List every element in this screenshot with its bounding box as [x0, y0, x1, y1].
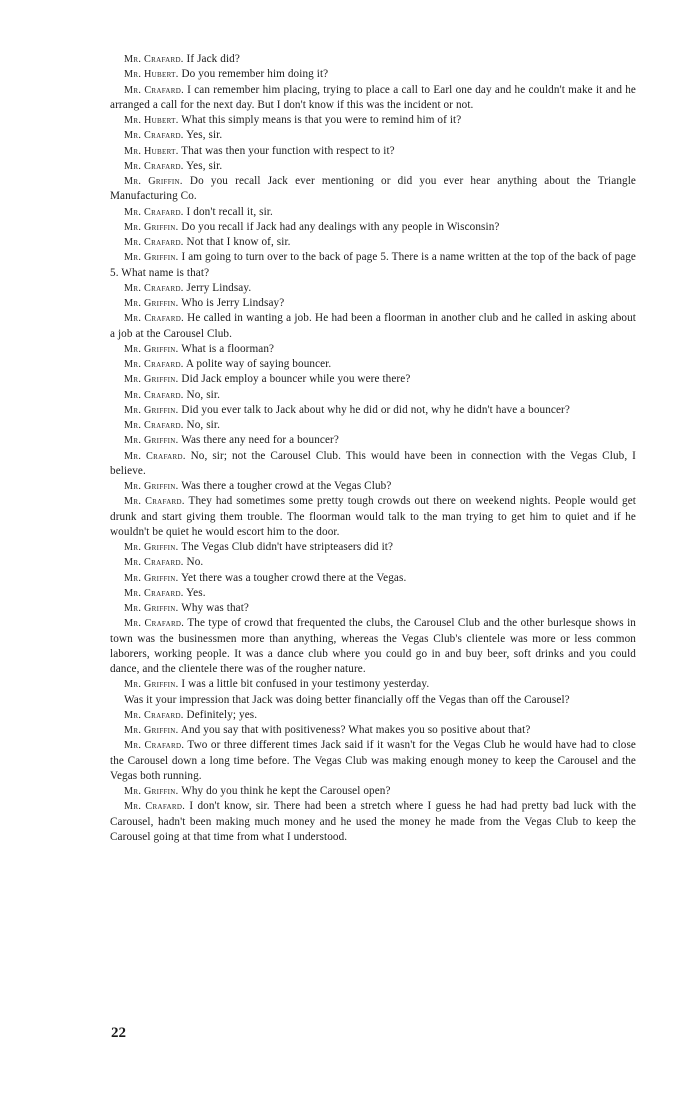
transcript-paragraph: [110, 174, 636, 205]
speech-text: Two or three different times Jack said if it wasn't for the Vegas Club he would have had to close the Carousel down a long time before. The Vegas Club was making enough money to keep the Carousel and the Vegas both running.: [110, 739, 636, 782]
speaker-name: Mr. Crafard.: [124, 282, 184, 294]
transcript-paragraph: [110, 342, 636, 357]
speech-text: No, sir.: [186, 419, 220, 431]
transcript-paragraph: [110, 601, 636, 616]
transcript-paragraph: [110, 159, 636, 174]
speaker-name: Mr. Crafard.: [124, 740, 185, 752]
transcript-paragraph: [110, 418, 636, 433]
transcript-paragraph: [110, 144, 636, 159]
speech-text: That was then your function with respect to it?: [181, 144, 395, 157]
speech-text: The Vegas Club didn't have stripteasers did it?: [181, 541, 394, 553]
transcript-paragraph: [110, 220, 636, 235]
speaker-name: Mr. Crafard.: [124, 237, 184, 248]
transcript-paragraph: [110, 479, 636, 494]
transcript-paragraph: [110, 784, 636, 799]
speech-text: Do you remember him doing it?: [181, 68, 329, 81]
speaker-name: Mr. Crafard.: [124, 84, 184, 96]
transcript-paragraph: [110, 52, 636, 67]
speech-text: Definitely; yes.: [186, 708, 258, 721]
transcript-paragraph: [110, 83, 636, 114]
speech-text: I was a little bit confused in your testimony yesterday.: [181, 678, 430, 691]
transcript-paragraph: [110, 494, 636, 540]
speech-text: I can remember him placing, trying to place a call to Earl one day and he couldn't make it and he arranged a call for the next day. But I don't know if this was the incident or not.: [110, 83, 636, 111]
speech-text: Why was that?: [181, 602, 249, 614]
speaker-name: Mr. Griffin.: [124, 221, 179, 233]
speech-text: Not that I know of, sir.: [186, 236, 291, 248]
speech-text: No.: [186, 556, 204, 569]
speech-text: Yes, sir.: [186, 129, 223, 142]
speaker-name: Mr. Crafard.: [124, 420, 184, 431]
speech-text: I am going to turn over to the back of page 5. There is a name written at the top of the back of page 5. What name is that?: [110, 251, 636, 279]
speaker-name: Mr. Crafard.: [124, 450, 186, 462]
transcript-paragraph: [110, 128, 636, 143]
transcript-paragraph: [110, 616, 636, 677]
speaker-name: Mr. Griffin.: [124, 404, 179, 416]
speech-text: What this simply means is that you were to remind him of it?: [181, 114, 462, 126]
transcript-paragraph: [110, 799, 636, 845]
transcript-paragraph: [110, 433, 636, 448]
speech-text: Did you ever talk to Jack about why he did or did not, why he didn't have a bouncer?: [181, 403, 570, 416]
speech-text: A polite way of saying bouncer.: [185, 358, 332, 370]
speaker-name: Mr. Crafard.: [124, 130, 184, 142]
speech-text: Yes.: [186, 586, 206, 599]
transcript-paragraph: [110, 113, 636, 128]
speaker-name: Mr. Crafard.: [124, 206, 184, 218]
speech-text: He called in wanting a job. He had been a floorman in another club and he called in asking about a job at the Carousel Club.: [110, 312, 637, 340]
transcript-paragraph: [110, 250, 636, 281]
transcript-paragraph: [110, 296, 636, 311]
speaker-name: Mr. Griffin.: [124, 542, 179, 553]
speech-text: What is a floorman?: [181, 342, 275, 355]
speech-text: Do you recall Jack ever mentioning or did you ever hear anything about the Triangle Manufacturing Co.: [110, 175, 636, 203]
transcript-paragraph: [110, 708, 636, 723]
speech-text: And you say that with positiveness? What makes you so positive about that?: [180, 724, 531, 736]
speaker-name: Mr. Griffin.: [124, 176, 183, 187]
speech-text: Do you recall if Jack had any dealings with any people in Wisconsin?: [181, 220, 500, 233]
transcript-paragraph: [110, 571, 636, 586]
speaker-name: Mr. Crafard.: [124, 54, 184, 65]
transcript-body: [110, 52, 636, 845]
speaker-name: Mr. Griffin.: [124, 374, 179, 386]
speaker-name: Mr. Griffin.: [124, 343, 179, 355]
speaker-name: Mr. Crafard.: [124, 496, 185, 508]
speaker-name: Mr. Griffin.: [124, 481, 179, 492]
page-number: 22: [111, 1025, 126, 1041]
transcript-paragraph: [110, 281, 636, 296]
speech-text: Yes, sir.: [186, 159, 223, 172]
speech-text: Yet there was a tougher crowd there at the Vegas.: [180, 571, 407, 584]
speaker-name: Mr. Crafard.: [124, 389, 184, 401]
speech-text: Was there any need for a bouncer?: [181, 434, 339, 447]
transcript-paragraph: [110, 738, 636, 784]
transcript-paragraph: [110, 403, 636, 418]
speaker-name: Mr. Griffin.: [124, 679, 179, 691]
speech-text: No, sir; not the Carousel Club. This would have been in connection with the Vegas Club, I believe.: [110, 449, 636, 477]
speech-text: Did Jack employ a bouncer while you were there?: [181, 373, 411, 386]
speech-text: Why do you think he kept the Carousel open?: [181, 785, 391, 797]
speaker-name: Mr. Hubert.: [124, 115, 179, 126]
speech-text: I don't recall it, sir.: [186, 205, 273, 218]
speaker-name: Mr. Crafard.: [124, 313, 184, 325]
speech-text: No, sir.: [186, 388, 220, 401]
speech-text: Who is Jerry Lindsay?: [181, 297, 285, 309]
transcript-paragraph: [110, 555, 636, 570]
transcript-paragraph: [110, 67, 636, 82]
transcript-paragraph: [110, 357, 636, 372]
transcript-paragraph: [110, 449, 636, 480]
speaker-name: Mr. Crafard.: [124, 587, 184, 599]
speech-text: If Jack did?: [186, 53, 240, 65]
speaker-name: Mr. Griffin.: [124, 786, 179, 797]
speech-text: Was it your impression that Jack was doing better financially off the Vegas than off the Carousel?: [124, 693, 570, 706]
transcript-paragraph: [110, 205, 636, 220]
speaker-name: Mr. Griffin.: [124, 252, 179, 264]
speaker-name: Mr. Crafard.: [124, 709, 184, 721]
speech-text: The type of crowd that frequented the clubs, the Carousel Club and the other burlesque shows in town was the businessmen more than anything, whereas the Vegas Club's clientele was more or less common laborers, working people. It was a dance club where you could go in and buy beer, soft drinks and you could dance, and the clientele there was of the rougher nature.: [110, 617, 637, 675]
speaker-name: Mr. Griffin.: [124, 298, 179, 309]
speaker-name: Mr. Griffin.: [124, 435, 179, 447]
speaker-name: Mr. Crafard.: [124, 359, 184, 370]
speaker-name: Mr. Hubert.: [124, 145, 179, 157]
transcript-paragraph: [110, 372, 636, 387]
speaker-name: Mr. Crafard.: [124, 801, 186, 813]
speaker-name: Mr. Griffin.: [124, 572, 179, 584]
transcript-paragraph: [110, 311, 636, 342]
transcript-paragraph: [110, 235, 636, 250]
transcript-paragraph: [110, 388, 636, 403]
speaker-name: Mr. Crafard.: [124, 618, 185, 630]
speaker-name: Mr. Griffin.: [124, 603, 179, 614]
speech-text: Was there a tougher crowd at the Vegas Club?: [181, 480, 392, 492]
speaker-name: Mr. Hubert.: [124, 69, 179, 81]
transcript-paragraph: [110, 586, 636, 601]
speech-text: They had sometimes some pretty tough crowds out there on weekend nights. People would get drunk and start giving them trouble. The floorman would talk to the man trying to get him to quiet and if he wouldn't be quiet he would escort him to the door.: [110, 495, 637, 538]
speech-text: Jerry Lindsay.: [186, 281, 252, 294]
speech-text: I don't know, sir. There had been a stretch where I guess he had had pretty bad luck with the Carousel, hadn't been making much money and he used the money he made from the Vegas Club to keep the Carousel going at that time from what I understood.: [110, 800, 637, 843]
speaker-name: Mr. Crafard.: [124, 557, 184, 569]
transcript-paragraph: [110, 723, 636, 738]
speaker-name: Mr. Griffin.: [124, 725, 179, 736]
transcript-paragraph: [110, 693, 636, 708]
speaker-name: Mr. Crafard.: [124, 160, 184, 172]
transcript-paragraph: [110, 677, 636, 692]
transcript-paragraph: [110, 540, 636, 555]
